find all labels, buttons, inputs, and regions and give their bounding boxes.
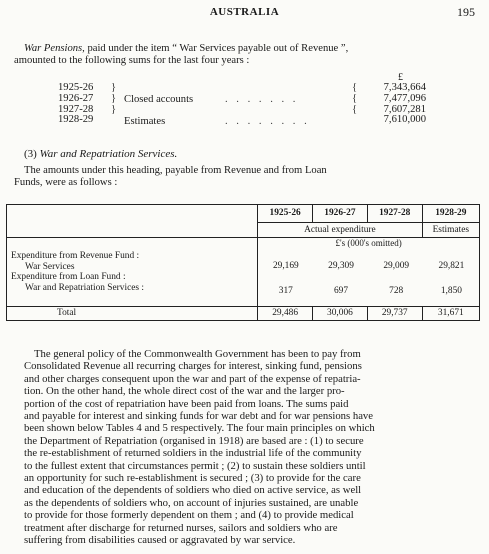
section-number: (3) xyxy=(24,148,37,160)
table-cell: 29,737 xyxy=(367,307,422,321)
table-cell: 31,671 xyxy=(422,307,479,321)
table-cell: 29,309 xyxy=(328,261,354,271)
table-cell: 30,006 xyxy=(313,307,368,321)
closed-accounts-label: Closed accounts xyxy=(124,94,194,105)
table-cell: 29,169 xyxy=(272,261,299,271)
paragraph-line: suffering from disabilities caused or aggravated by war service. xyxy=(24,534,296,547)
war-repatriation-values xyxy=(258,286,479,297)
paragraph-line: and payable for interest and sinking funds for war debt and for war pensions have xyxy=(24,410,374,423)
unit-label: £'s (000's omitted) xyxy=(335,238,402,248)
column-header: 1926-27 xyxy=(313,205,368,223)
paragraph-line: treatment after discharge for returned nurses, sailors and soldiers who are xyxy=(24,521,338,534)
loan-fund-label: Expenditure from Loan Fund : xyxy=(11,272,126,283)
row-labels-cell xyxy=(7,238,258,307)
section-heading xyxy=(24,148,177,160)
page-number: 195 xyxy=(457,5,475,19)
section-intro-line2: Funds, were as follows : xyxy=(14,177,118,188)
table-cell: 29,009 xyxy=(383,261,410,271)
year-item: 1927-28 xyxy=(58,103,94,115)
column-header: 1927-28 xyxy=(367,205,422,223)
table-total-row xyxy=(7,307,480,321)
values-cell xyxy=(258,238,480,307)
war-pensions-intro xyxy=(24,43,348,55)
year-list xyxy=(58,83,93,126)
paragraph-line: been shown below Tables 4 and 5 respectively. The four main principles on which xyxy=(24,422,375,435)
war-services-values xyxy=(258,261,479,272)
war-pensions-heading: War Pensions, xyxy=(24,43,85,54)
estimates-header: Estimates xyxy=(422,223,479,238)
table-cell: 317 xyxy=(278,285,293,296)
paragraph-line: The general policy of the Commonwealth Government has been to pay from xyxy=(34,348,361,360)
war-pensions-intro-line2: amounted to the following sums for the last four years : xyxy=(14,55,250,66)
section-intro-line1: The amounts under this heading, payable from Revenue and from Loan xyxy=(24,165,327,176)
leader-dots: . . . . . . . xyxy=(225,94,299,105)
amount-item: 7,343,664 xyxy=(383,82,426,93)
total-label: Total xyxy=(7,307,258,321)
paragraph-line: to the fullest extent that circumstances permit ; (2) to sustain these soldiers until xyxy=(24,459,366,472)
war-pensions-intro-text: paid under the item “ War Services payable out of Revenue ”, xyxy=(84,43,349,54)
revenue-fund-label: Expenditure from Revenue Fund : xyxy=(11,251,140,261)
paragraph-line: the re-establishment of returned soldiers in the industrial life of the community xyxy=(24,447,362,460)
paragraph-line: and other charges consequent upon the war and part of the expense of repatria- xyxy=(24,372,361,385)
table-corner-cell xyxy=(7,205,258,238)
paragraph-line: tion. On the other hand, the whole direct cost of the war and the larger pro- xyxy=(24,385,345,398)
leader-dots: . . . . . . . . xyxy=(225,116,310,127)
paragraph-line: and education of the dependents of soldiers who died on active service, as well xyxy=(24,484,362,497)
year-item: 1926-27 xyxy=(58,92,94,104)
actual-expenditure-header: Actual expenditure xyxy=(258,223,422,238)
table-body-row xyxy=(7,238,480,307)
estimates-label: Estimates xyxy=(124,116,166,127)
amount-item: 7,477,096 xyxy=(383,92,426,104)
expenditure-table xyxy=(6,204,480,321)
table-cell: 29,821 xyxy=(438,261,465,271)
policy-paragraph xyxy=(24,348,484,547)
war-services-label: War Services xyxy=(25,261,75,272)
table-cell: 29,486 xyxy=(258,307,313,321)
year-item: 1928-29 xyxy=(58,114,94,126)
table-cell: 697 xyxy=(333,285,349,296)
paragraph-line: the Department of Repatriation (organised in 1918) are based are : (1) to secure xyxy=(24,434,364,447)
table-cell: 1,850 xyxy=(440,285,462,296)
column-header: 1928-29 xyxy=(422,205,479,223)
column-header: 1925-26 xyxy=(258,205,313,223)
paragraph-line: as the dependents of soldiers who, on account of injuries sustained, are unable xyxy=(24,496,359,509)
paragraph-line: portion of the cost of repatriation have been paid from loans. The sums paid xyxy=(24,397,349,410)
war-repatriation-label: War and Repatriation Services : xyxy=(25,282,144,293)
table-cell: 728 xyxy=(389,285,404,296)
section-title: War and Repatriation Services. xyxy=(39,148,178,160)
paragraph-line: an opportunity for such re-establishment is secured ; (3) to provide for the care xyxy=(24,472,361,485)
amount-item: 7,610,000 xyxy=(383,114,426,126)
running-header-title: AUSTRALIA xyxy=(209,6,280,18)
paragraph-line: to provide for those formerly dependent on them ; and (4) to provide medical xyxy=(24,509,354,522)
amount-list xyxy=(370,83,426,126)
left-brace: } } } xyxy=(111,82,117,115)
right-brace: { { { xyxy=(352,82,358,115)
year-item: 1925-26 xyxy=(58,82,94,93)
table-header-row xyxy=(7,205,480,223)
paragraph-line: Consolidated Revenue all recurring charges for interest, sinking fund, pensions xyxy=(24,360,362,373)
currency-symbol: £ xyxy=(398,72,403,83)
amount-item: 7,607,281 xyxy=(383,103,426,115)
